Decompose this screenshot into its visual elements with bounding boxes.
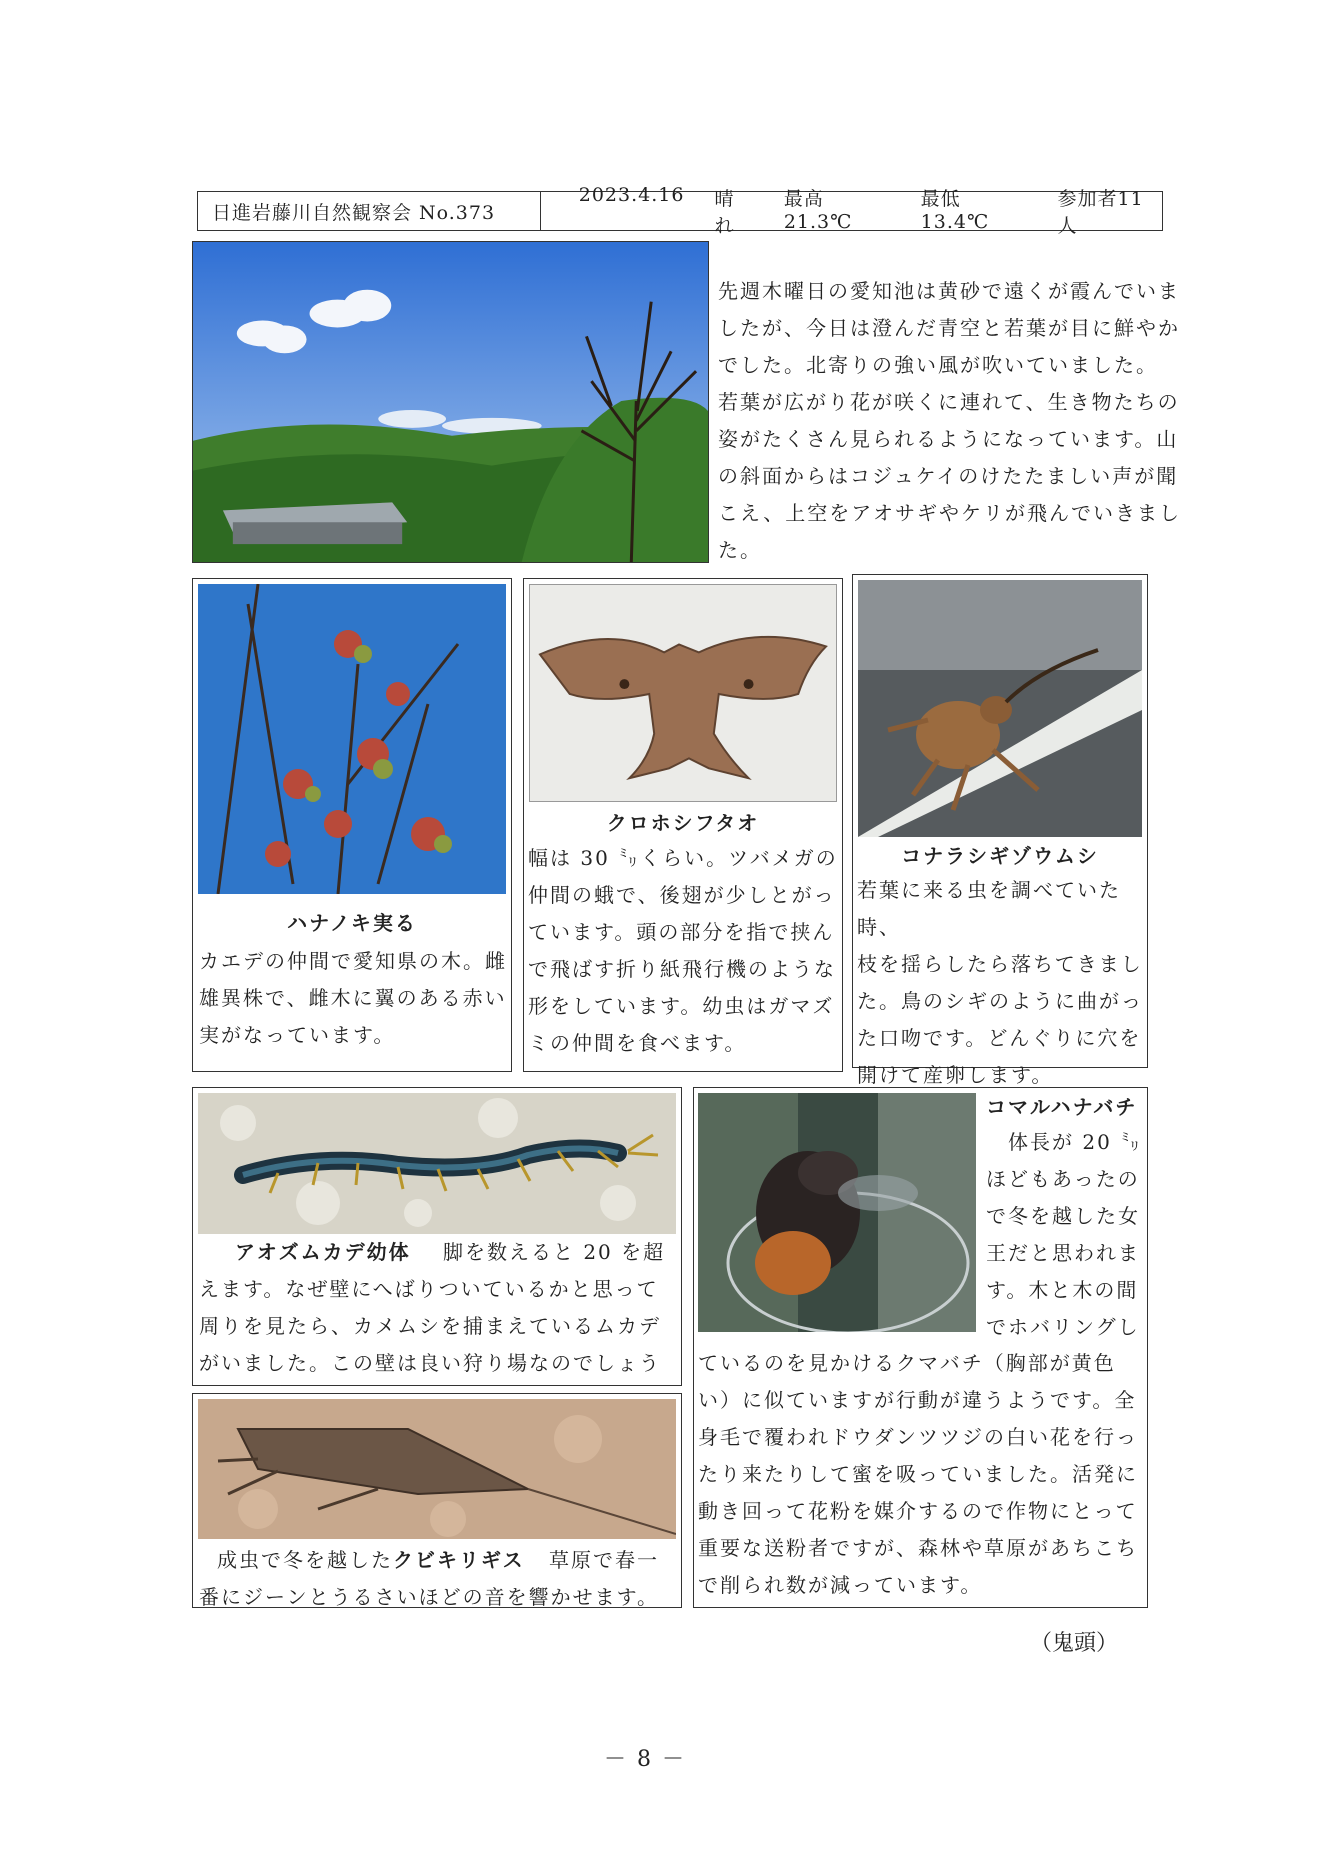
temp-high: 最高21.3℃ bbox=[783, 188, 853, 233]
intro-line: た。 bbox=[718, 538, 762, 562]
intro-line: 先週木曜日の愛知池は黄砂で遠くが霞んでいま bbox=[718, 279, 1180, 303]
text-line: カエデの仲間で愛知県の木。雌 bbox=[199, 949, 507, 973]
aozumukade-card bbox=[192, 1087, 682, 1386]
text-line: で飛ばす折り紙飛行機のような bbox=[528, 957, 836, 981]
text-line: 周りを見たら、カメムシを捕まえているムカデ bbox=[199, 1314, 661, 1338]
text-line: 王だと思われま bbox=[986, 1241, 1140, 1265]
aozumukade-text bbox=[199, 1234, 679, 1382]
aozumukade-caption: アオズムカデ幼体 bbox=[235, 1240, 411, 1264]
kurohoshi-card bbox=[523, 578, 843, 1072]
text-line: 番にジーンとうるさいほどの音を響かせます。 bbox=[199, 1585, 659, 1609]
text-line: で削られ数が減っています。 bbox=[698, 1573, 983, 1597]
text-line: す。木と木の間 bbox=[986, 1278, 1139, 1302]
kurohoshi-text bbox=[528, 840, 842, 1062]
text-line: でホバリングし bbox=[986, 1315, 1140, 1339]
text-line: 枝を揺らしたら落ちてきまし bbox=[857, 952, 1143, 976]
aozumukade-photo bbox=[198, 1093, 676, 1234]
page-number: － 8 － bbox=[604, 1747, 686, 1772]
komaru-text bbox=[698, 1345, 1146, 1604]
text-line: 仲間の蛾で、後翅が少しとがっ bbox=[528, 883, 836, 907]
hananoki-text bbox=[199, 943, 509, 1054]
text-line: 草原で春一 bbox=[548, 1548, 659, 1572]
intro-line: したが、今日は澄んだ青空と若葉が目に鮮やか bbox=[718, 316, 1180, 340]
text-line: えます。なぜ壁にへばりついているかと思って bbox=[199, 1277, 659, 1301]
text-line: がいました。この壁は良い狩り場なのでしょう bbox=[199, 1351, 661, 1375]
text-line: た。鳥のシギのように曲がっ bbox=[857, 989, 1143, 1013]
date: 2023.4.16 bbox=[578, 184, 685, 206]
text-line: 動き回って花粉を媒介するので作物にとって bbox=[698, 1499, 1138, 1523]
konara-caption: コナラシギゾウムシ bbox=[901, 844, 1099, 868]
weather: 晴れ bbox=[714, 188, 735, 237]
text-line: ているのを見かけるクマバチ（胸部が黄色 bbox=[698, 1351, 1116, 1375]
text-line: 成虫で冬を越した bbox=[217, 1548, 393, 1572]
newsletter-title: 日進岩藤川自然観察会 No.373 bbox=[198, 192, 541, 230]
intro-text bbox=[718, 273, 1188, 569]
header-bar bbox=[197, 184, 1163, 237]
text-line: 重要な送粉者ですが、森林や草原があちこち bbox=[698, 1536, 1138, 1560]
kubikiri-card bbox=[192, 1393, 682, 1608]
kubikiri-caption: クビキリギス bbox=[393, 1548, 525, 1572]
text-line: 形をしています。幼虫はガマズ bbox=[528, 994, 835, 1018]
author: （鬼頭） bbox=[1030, 1631, 1119, 1656]
text-line: い）に似ていますが行動が違うようです。全 bbox=[698, 1388, 1137, 1412]
text-line: 身毛で覆われドウダンツツジの白い花を行っ bbox=[698, 1425, 1138, 1449]
konara-card bbox=[852, 574, 1148, 1087]
text-line: で冬を越した女 bbox=[986, 1204, 1140, 1228]
text-line: 体長が 20 ㍉ bbox=[1008, 1130, 1143, 1154]
text-line: ミの仲間を食べます。 bbox=[528, 1031, 747, 1055]
text-line: 開けて産卵します。 bbox=[857, 1063, 1054, 1087]
landscape-photo bbox=[192, 241, 709, 563]
participants: 参加者11人 bbox=[1057, 188, 1144, 237]
text-line: た口吻です。どんぐりに穴を bbox=[857, 1026, 1142, 1050]
kubikiri-text bbox=[199, 1542, 679, 1616]
text-line: ほどもあったの bbox=[986, 1167, 1140, 1191]
kubikiri-photo bbox=[198, 1399, 676, 1539]
text-line: 若葉に来る虫を調べていた時、 bbox=[857, 878, 1121, 939]
komaru-photo bbox=[698, 1093, 976, 1332]
komaru-side-text bbox=[986, 1124, 1146, 1346]
text-line: ています。頭の部分を指で挟ん bbox=[528, 920, 835, 944]
komaru-card bbox=[693, 1087, 1148, 1608]
hananoki-photo bbox=[198, 584, 506, 894]
konara-photo bbox=[858, 580, 1142, 837]
text-line: 実がなっています。 bbox=[199, 1023, 396, 1047]
kurohoshi-photo bbox=[529, 584, 837, 802]
intro-line: 姿がたくさん見られるようになっています。山 bbox=[718, 427, 1179, 451]
intro-line: でした。北寄りの強い風が吹いていました。 bbox=[718, 353, 1158, 377]
konara-text bbox=[857, 872, 1147, 1094]
intro-line: こえ、上空をアオサギやケリが飛んでいきまし bbox=[718, 501, 1181, 525]
text-line: 雄異株で、雌木に翼のある赤い bbox=[199, 986, 507, 1010]
komaru-caption: コマルハナバチ bbox=[986, 1095, 1138, 1119]
intro-line: 若葉が広がり花が咲くに連れて、生き物たちの bbox=[718, 390, 1180, 414]
text-line: 幅は 30 ㍉くらい。ツバメガの bbox=[528, 846, 838, 870]
kurohoshi-caption: クロホシフタオ bbox=[606, 811, 760, 835]
text-line: 脚を数えると 20 を超 bbox=[442, 1240, 666, 1264]
hananoki-card bbox=[192, 578, 512, 1072]
intro-line: の斜面からはコジュケイのけたたましい声が聞 bbox=[718, 464, 1179, 488]
header-meta bbox=[541, 184, 1162, 238]
temp-low: 最低13.4℃ bbox=[920, 188, 990, 233]
hananoki-caption: ハナノキ実る bbox=[287, 911, 417, 935]
text-line: たり来たりして蜜を吸っていました。活発に bbox=[698, 1462, 1138, 1486]
